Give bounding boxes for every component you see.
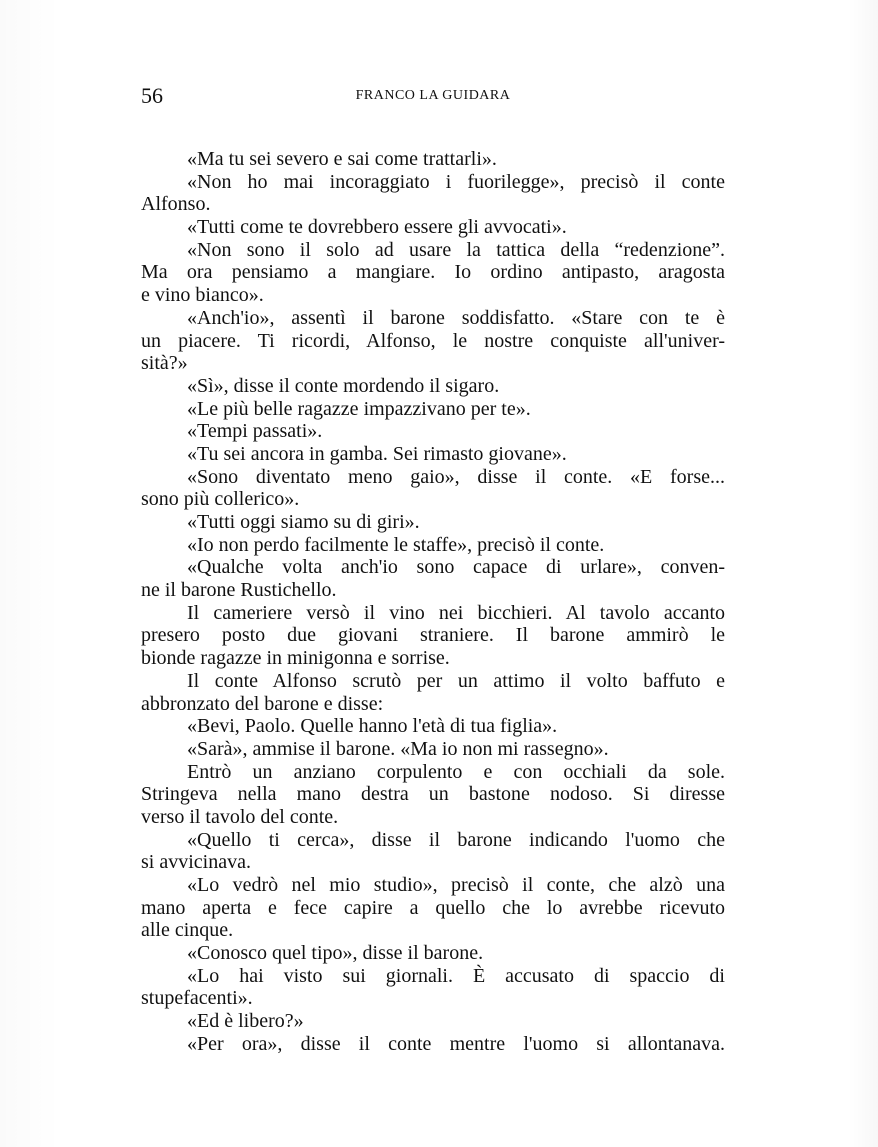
text-line: bionde ragazze in minigonna e sorrise. (141, 647, 450, 670)
text-line: «Anch'io», assentì il barone soddisfatto. «Stare con te è (187, 306, 725, 329)
page-header (141, 84, 725, 108)
text-line: «Non ho mai incoraggiato i fuorilegge», precisò il conte (187, 170, 725, 193)
text-line: mano aperta e fece capire a quello che lo avrebbe ricevuto (141, 896, 725, 919)
page-edge-shadow-left (0, 0, 60, 1147)
text-line: ne il barone Rustichello. (141, 579, 337, 602)
text-line: presero posto due giovani straniere. Il barone ammirò le (141, 624, 725, 647)
text-line: e vino bianco». (141, 284, 264, 307)
text-line: un piacere. Ti ricordi, Alfonso, le nostre conquiste all'univer- (141, 329, 725, 352)
text-line: Alfonso. (141, 193, 211, 216)
text-line: «Tutti come te dovrebbero essere gli avvocati». (187, 216, 567, 239)
text-line: sità?» (141, 352, 188, 375)
page-edge-shadow-right (848, 0, 878, 1147)
text-line: «Lo vedrò nel mio studio», precisò il conte, che alzò una (187, 874, 725, 896)
text-line: Stringeva nella mano destra un bastone nodoso. Si diresse (141, 783, 725, 806)
text-line: alle cinque. (141, 919, 234, 942)
text-line: «Non sono il solo ad usare la tattica della “redenzione”. (187, 238, 725, 261)
text-line: «Ma tu sei severo e sai come trattarli». (187, 148, 497, 170)
text-line: Entrò un anziano corpulento e con occhiali da sole. (187, 760, 725, 783)
text-line: «Tempi passati». (187, 420, 323, 443)
text-line: verso il tavolo del conte. (141, 805, 339, 828)
text-line: Il conte Alfonso scrutò per un attimo il volto baffuto e (187, 669, 725, 692)
text-line: «Io non perdo facilmente le staffe», precisò il conte. (187, 533, 605, 556)
page-number: 56 (141, 83, 163, 108)
text-line: «Bevi, Paolo. Quelle hanno l'età di tua figlia». (187, 715, 558, 738)
text-line: «Tu sei ancora in gamba. Sei rimasto giovane». (187, 442, 567, 465)
text-line: «Tutti oggi siamo su di giri». (187, 511, 420, 533)
text-line: «Le più belle ragazze impazzivano per te». (187, 397, 531, 420)
body-text (141, 148, 725, 1056)
text-line: stupefacenti». (141, 987, 253, 1010)
text-line: «Lo hai visto sui giornali. È accusato di spaccio di (187, 964, 725, 987)
text-line: Il cameriere versò il vino nei bicchieri. Al tavolo accanto (187, 601, 725, 624)
text-line: «Conosco quel tipo», disse il barone. (187, 942, 484, 965)
text-line: «Qualche volta anch'io sono capace di urlare», conven- (187, 556, 725, 579)
text-line: «Per ora», disse il conte mentre l'uomo si allontanava. (187, 1032, 725, 1055)
text-line: Ma ora pensiamo a mangiare. Io ordino antipasto, aragosta (141, 261, 725, 284)
text-line: «Sarà», ammise il barone. «Ma io non mi rassegno». (187, 737, 609, 760)
text-line: «Ed è libero?» (187, 1010, 304, 1033)
text-line: abbronzato del barone e disse: (141, 692, 384, 715)
text-line: «Sono diventato meno gaio», disse il conte. «E forse... (187, 465, 725, 488)
text-line: sono più collerico». (141, 488, 300, 511)
text-line: «Quello ti cerca», disse il barone indicando l'uomo che (187, 828, 725, 851)
text-line: si avvicinava. (141, 851, 251, 874)
running-head: FRANCO LA GUIDARA (355, 88, 511, 103)
text-line: «Sì», disse il conte mordendo il sigaro. (187, 374, 500, 397)
